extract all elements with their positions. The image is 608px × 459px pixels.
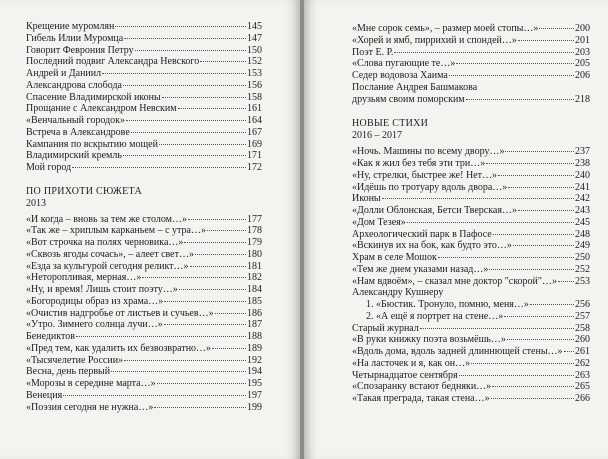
toc-entry-page: 257 <box>575 310 590 322</box>
toc-entry-page: 252 <box>575 263 590 275</box>
toc-entry <box>26 115 262 127</box>
toc-entry-page: 150 <box>247 44 262 56</box>
toc-entry-title: «Ночь. Машины по всему двору…» <box>352 146 505 158</box>
dot-leader <box>207 230 246 231</box>
toc-entry-title: 1. «Бюстик. Тронуло, помню, меня…» <box>366 299 529 310</box>
toc-entry-title: Александру Кушнеру <box>352 287 444 299</box>
dot-leader <box>200 61 246 62</box>
toc-entry <box>26 390 262 402</box>
toc-entry-page: 243 <box>575 205 590 216</box>
toc-entry <box>352 240 590 252</box>
dot-leader <box>420 328 574 329</box>
toc-entry-title: Владимирский кремль <box>26 150 122 162</box>
toc-entry-title: Говорит Феврония Петру <box>26 44 134 56</box>
toc-entry-page: 200 <box>575 23 590 34</box>
dot-leader <box>382 198 574 199</box>
dot-leader <box>195 254 246 255</box>
toc-entry-title: «Утро. Зимнего солнца лучи…» <box>26 319 163 331</box>
dot-leader <box>102 73 246 74</box>
toc-entry-title: «Вот строчка на полях черновика…» <box>26 237 184 248</box>
toc-entry <box>26 162 262 174</box>
toc-entry-title: друзьям своим поморским <box>352 93 465 105</box>
toc-entry-page: 195 <box>247 378 262 389</box>
toc-entry-page: 253 <box>575 275 590 287</box>
toc-entry-title: «Езда за кульгурой сегодня реликт…» <box>26 260 189 272</box>
dot-leader <box>518 40 574 41</box>
toc-entry-page: 158 <box>247 91 262 103</box>
toc-entry-page: 172 <box>247 162 262 173</box>
toc-entry-page: 249 <box>575 240 590 252</box>
toc-entry-page: 258 <box>575 322 590 334</box>
toc-entry-title: Послание Андрея Башмакова <box>352 81 478 93</box>
toc-entry <box>352 47 590 59</box>
toc-entry-page: 152 <box>247 56 262 68</box>
toc-entry <box>26 214 262 226</box>
dot-leader <box>159 144 246 145</box>
toc-entry-page: 164 <box>247 115 262 126</box>
toc-entry-title: «Очистив надгробье от листьев и сучьев…» <box>26 307 214 319</box>
toc-entry-page: 188 <box>247 331 262 342</box>
toc-entry-title: Иконы <box>352 193 381 205</box>
toc-entry-title: «Долли Облонская, Бетси Тверская…» <box>352 205 517 216</box>
toc-entry-title: «Идёшь по тротуару вдоль двора…» <box>352 181 508 193</box>
toc-entry-page: 194 <box>247 366 262 378</box>
toc-entry <box>26 45 262 57</box>
toc-entry-page: 218 <box>575 93 590 105</box>
toc-entry <box>352 311 590 323</box>
dot-leader <box>407 222 574 223</box>
toc-entry <box>352 264 590 276</box>
toc-entry-page: 242 <box>575 193 590 205</box>
toc-entry-page: 241 <box>575 181 590 193</box>
left-toc-column <box>26 21 262 413</box>
toc-entry-title: «Такая преграда, такая стена…» <box>352 393 490 404</box>
toc-entry-title: «Слова пугающие те…» <box>352 58 456 70</box>
toc-entry-title: «Хорей и ямб, пиррихий и спондей…» <box>352 34 517 46</box>
toc-entry-page: 187 <box>247 319 262 331</box>
dot-leader <box>124 38 246 39</box>
dot-leader <box>188 219 246 220</box>
toc-entry <box>352 193 590 205</box>
toc-entry-page: 240 <box>575 169 590 181</box>
toc-entry-title: Седер водовоза Хаима <box>352 70 448 81</box>
toc-entry-page: 181 <box>247 260 262 272</box>
right-page <box>304 0 608 459</box>
toc-entry <box>26 378 262 390</box>
toc-entry <box>352 381 590 393</box>
left-page <box>0 0 300 459</box>
toc-entry <box>352 370 590 382</box>
toc-entry <box>352 334 590 346</box>
toc-entry <box>26 150 262 162</box>
toc-entry-page: 192 <box>247 354 262 366</box>
toc-entry-title: Андрей и Даниил <box>26 68 102 79</box>
dot-leader <box>184 242 246 243</box>
toc-entry-page: 153 <box>247 68 262 79</box>
toc-entry <box>352 146 590 158</box>
toc-entry <box>26 127 262 139</box>
toc-entry-page: 171 <box>247 150 262 162</box>
toc-entry-title: Четырнадцатое сентября <box>352 369 458 381</box>
toc-entry-title: Последний подвиг Александра Невского <box>26 56 200 68</box>
toc-entry <box>352 287 590 299</box>
toc-entry <box>352 158 590 170</box>
toc-entry-title: «Богородицы образ из храма…» <box>26 295 164 307</box>
toc-entry-title: «Тысячелетие России» <box>26 354 124 366</box>
toc-entry <box>352 393 590 405</box>
toc-entry-page: 260 <box>575 334 590 346</box>
toc-entry-title: «Пред тем, как удалить их безвозвратно…» <box>26 342 212 354</box>
dot-leader <box>489 269 574 270</box>
toc-entry-title: Археологический парк в Пафосе <box>352 228 492 240</box>
dot-leader <box>154 407 246 408</box>
toc-entry-page: 265 <box>575 381 590 393</box>
toc-entry-page: 197 <box>247 389 262 401</box>
toc-entry-page: 203 <box>575 46 590 58</box>
left-entries-section <box>26 214 262 414</box>
toc-entry <box>352 346 590 358</box>
toc-entry-title: «Так же – хриплым карканьем – с утра…» <box>26 225 206 237</box>
section-years: 2016 – 2017 <box>352 130 402 142</box>
toc-entry-page: 266 <box>575 393 590 404</box>
toc-entry <box>26 139 262 151</box>
toc-entry <box>26 366 262 378</box>
dot-leader <box>72 167 246 168</box>
toc-entry <box>26 33 262 45</box>
toc-entry-page: 263 <box>575 369 590 381</box>
dot-leader <box>157 383 246 384</box>
dot-leader <box>164 301 246 302</box>
dot-leader <box>491 398 574 399</box>
toc-entry-page: 178 <box>247 225 262 237</box>
dot-leader <box>178 108 246 109</box>
toc-entry <box>26 355 262 367</box>
dot-leader <box>126 120 246 121</box>
toc-entry <box>352 35 590 47</box>
dot-leader <box>179 289 246 290</box>
toc-entry-page: 186 <box>247 307 262 319</box>
dot-leader <box>215 313 246 314</box>
toc-entry <box>26 331 262 343</box>
toc-entry-page: 161 <box>247 103 262 115</box>
right-toc-column <box>352 23 590 405</box>
toc-entry <box>352 299 590 311</box>
right-entries-section <box>352 146 590 405</box>
toc-entry <box>26 402 262 414</box>
right-entries-top <box>352 23 590 105</box>
toc-entry-page: 237 <box>575 146 590 158</box>
dot-leader <box>505 151 574 152</box>
toc-entry-title: Кампания по вскрытию мощей <box>26 138 158 150</box>
toc-entry-title: Поэт Е. Р. <box>352 46 394 58</box>
dot-leader <box>123 85 246 86</box>
dot-leader <box>124 360 246 361</box>
toc-entry-title: Храм в селе Мошок <box>352 252 437 263</box>
dot-leader <box>162 97 246 98</box>
toc-entry <box>352 217 590 229</box>
toc-entry <box>26 261 262 273</box>
dot-leader <box>504 316 574 317</box>
toc-entry-page: 248 <box>575 228 590 240</box>
toc-entry-title: Александрова слобода <box>26 79 122 91</box>
toc-entry-page: 256 <box>575 299 590 310</box>
section-years: 2013 <box>26 197 46 209</box>
dot-leader <box>456 63 574 64</box>
dot-leader <box>513 245 574 246</box>
section-title: ПО ПРИХОТИ СЮЖЕТА <box>26 185 142 197</box>
toc-entry-title: Встреча в Александрове <box>26 126 130 138</box>
toc-entry <box>352 182 590 194</box>
toc-entry <box>352 323 590 335</box>
toc-entry-title: «Как я жил без тебя эти три…» <box>352 158 486 169</box>
toc-entry <box>352 229 590 241</box>
dot-leader <box>115 26 246 27</box>
dot-leader <box>135 50 246 51</box>
toc-entry <box>26 296 262 308</box>
dot-leader <box>131 132 246 133</box>
toc-entry-title: Весна, день первый <box>26 366 111 378</box>
toc-entry-page: 177 <box>247 213 262 225</box>
dot-leader <box>493 234 574 235</box>
toc-entry-title: «Дом Тезея» <box>352 216 406 228</box>
toc-entry-page: 182 <box>247 272 262 284</box>
toc-entry <box>352 205 590 217</box>
toc-entry-title: Гибель Илии Муромца <box>26 32 124 44</box>
toc-entry <box>26 80 262 92</box>
toc-entry-page: 238 <box>575 158 590 169</box>
toc-entry-title: «Морозы в середине марта…» <box>26 378 156 389</box>
dot-leader <box>459 375 574 376</box>
toc-entry-page: 179 <box>247 237 262 248</box>
toc-entry-page: 206 <box>575 70 590 81</box>
toc-entry <box>352 252 590 264</box>
toc-entry-page: 201 <box>575 34 590 46</box>
toc-entry-page: 167 <box>247 126 262 138</box>
toc-entry-title: «Нам вдвоём», – сказал мне доктор "скорой"…» <box>352 275 557 287</box>
dot-leader <box>471 363 574 364</box>
section-title: НОВЫЕ СТИХИ <box>352 118 429 130</box>
toc-entry-page: 145 <box>247 21 262 32</box>
toc-entry-title: «Вскинув их на бок, как будто это…» <box>352 240 512 252</box>
toc-entry-title: «Венчальный городок» <box>26 115 125 126</box>
toc-entry-page: 205 <box>575 58 590 70</box>
toc-entry-title: Спасение Владимирской иконы <box>26 91 161 103</box>
dot-leader <box>449 75 574 76</box>
toc-entry <box>352 23 590 35</box>
toc-entry-page: 189 <box>247 342 262 354</box>
toc-entry <box>26 343 262 355</box>
toc-entry-page: 261 <box>575 346 590 357</box>
toc-entry <box>26 237 262 249</box>
dot-leader <box>164 324 246 325</box>
dot-leader <box>438 257 574 258</box>
dot-leader <box>508 187 574 188</box>
toc-entry-title: «И когда – вновь за тем же столом…» <box>26 213 187 225</box>
toc-entry-title: «Сквозь ягоды сочась», – алеет свет…» <box>26 248 194 260</box>
toc-entry-title: Венеция <box>26 389 63 401</box>
toc-entry-title: «Ну, стрелки, быстрее же! Нет…» <box>352 169 497 181</box>
toc-entry <box>352 70 590 82</box>
toc-entry-page: 147 <box>247 32 262 44</box>
toc-entry <box>26 68 262 80</box>
dot-leader <box>564 351 574 352</box>
dot-leader <box>76 336 246 337</box>
toc-entry-page: 262 <box>575 357 590 369</box>
toc-entry-title: Старый журнал <box>352 322 419 334</box>
toc-entry-page: 245 <box>575 216 590 228</box>
toc-entry <box>26 319 262 331</box>
dot-leader <box>486 163 574 164</box>
dot-leader <box>539 28 574 29</box>
dot-leader <box>111 371 246 372</box>
toc-entry-title: Мой город <box>26 162 72 173</box>
dot-leader <box>142 277 246 278</box>
toc-entry <box>26 249 262 261</box>
dot-leader <box>558 281 574 282</box>
toc-entry-title: Крещение муромлян <box>26 21 115 32</box>
dot-leader <box>63 395 246 396</box>
left-entries-top <box>26 21 262 174</box>
toc-entry <box>26 272 262 284</box>
toc-entry <box>352 276 590 288</box>
toc-entry-title: Бенедиктов <box>26 331 75 342</box>
toc-entry-title: «Поэзия сегодня не нужна…» <box>26 401 154 413</box>
toc-entry-title: «Вдоль дома, вдоль задней длиннющей стены…» <box>352 346 563 357</box>
toc-entry <box>26 21 262 33</box>
toc-entry <box>352 94 590 106</box>
toc-entry <box>352 358 590 370</box>
toc-entry <box>26 284 262 296</box>
dot-leader <box>394 52 574 53</box>
dot-leader <box>466 99 574 100</box>
toc-entry <box>352 58 590 70</box>
dot-leader <box>212 348 246 349</box>
toc-entry <box>26 308 262 320</box>
dot-leader <box>190 266 246 267</box>
dot-leader <box>492 386 574 387</box>
toc-entry <box>26 92 262 104</box>
toc-entry-title: «Мне сорок семь», – размер моей стопы…» <box>352 23 539 34</box>
toc-entry-page: 185 <box>247 295 262 307</box>
dot-leader <box>498 175 574 176</box>
toc-entry <box>26 56 262 68</box>
toc-entry <box>352 82 590 94</box>
toc-entry <box>352 170 590 182</box>
dot-leader <box>507 339 574 340</box>
toc-entry-title: Прощание с Александром Невским <box>26 103 177 115</box>
toc-entry-page: 169 <box>247 138 262 150</box>
toc-entry-title: «Ну, и время! Лишь стоит поэту…» <box>26 284 178 295</box>
toc-entry-title: «Неторопливая, мерная…» <box>26 272 142 284</box>
toc-entry-page: 156 <box>247 79 262 91</box>
dot-leader <box>530 304 574 305</box>
toc-entry-title: «Спозаранку встают бедняки…» <box>352 381 492 393</box>
dot-leader <box>123 155 246 156</box>
toc-entry-page: 250 <box>575 252 590 263</box>
toc-entry-page: 180 <box>247 248 262 260</box>
toc-entry <box>26 103 262 115</box>
toc-entry-page: 199 <box>247 401 262 413</box>
toc-entry-title: «Тем же днем указами назад…» <box>352 263 489 275</box>
toc-entry <box>26 225 262 237</box>
toc-entry-title: «В руки книжку поэта возьмёшь…» <box>352 334 506 346</box>
toc-entry-title: «На ласточек и я, как он…» <box>352 357 471 369</box>
dot-leader <box>518 210 574 211</box>
toc-entry-title: 2. «А ещё я портрет на стене…» <box>366 310 504 322</box>
toc-entry-page: 184 <box>247 284 262 295</box>
